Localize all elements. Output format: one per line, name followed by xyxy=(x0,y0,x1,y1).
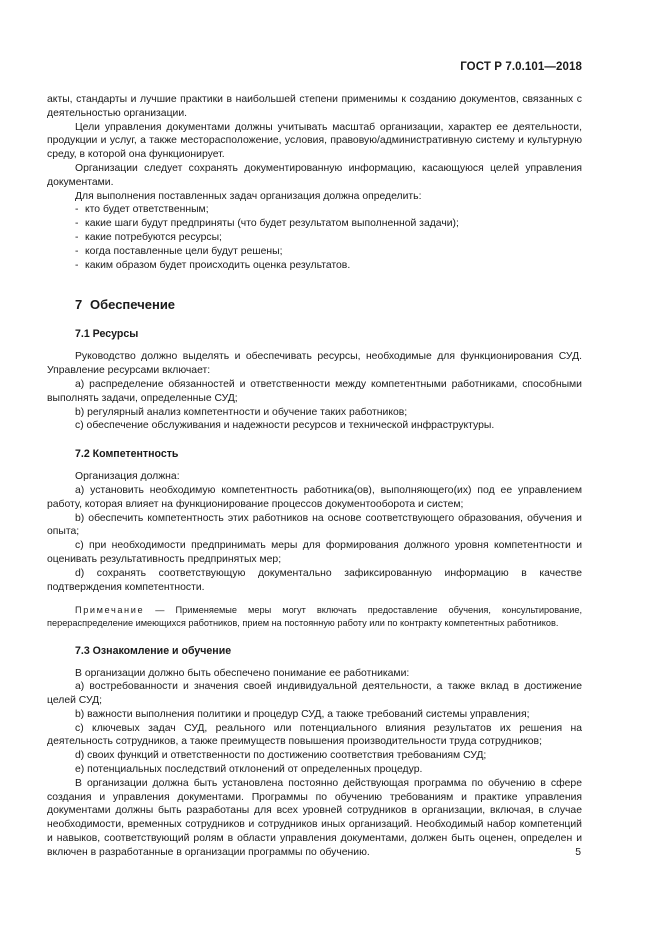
list-item-text: какие потребуются ресурсы; xyxy=(85,231,222,243)
subsection-heading-resources: 7.1 Ресурсы xyxy=(75,328,139,341)
list-item: b) регулярный анализ компетентности и обучение таких работников; xyxy=(75,406,408,418)
dash-marker: - xyxy=(75,245,79,257)
note-label: Примечание xyxy=(75,605,145,616)
subsection-heading-awareness-training: 7.3 Ознакомление и обучение xyxy=(75,644,232,657)
paragraph: Организация должна: xyxy=(75,471,180,483)
list-item: d) своих функций и ответственности по достижению соответствия требованиям СУД; xyxy=(75,750,487,762)
list-item xyxy=(47,259,582,273)
list-item xyxy=(47,203,582,217)
list-item-text: когда поставленные цели будут решены; xyxy=(85,245,283,257)
page-number: 5 xyxy=(575,847,581,858)
list-item: a) распределение обязанностей и ответственности между компетентными работниками, способными выполнять задачи, определенные СУД; xyxy=(47,378,582,404)
dash-marker: - xyxy=(75,231,79,243)
list-item-text: каким образом будет происходить оценка результатов. xyxy=(85,259,351,271)
list-item: a) востребованности и значения своей индивидуальной деятельности, а также вклад в достижение целей СУД; xyxy=(47,681,582,707)
list-item: e) потенциальных последствий отклонений от определенных процедур. xyxy=(75,764,423,776)
dash-marker: - xyxy=(75,204,79,216)
note xyxy=(47,604,582,629)
section-heading xyxy=(75,297,582,313)
document-id-header: ГОСТ Р 7.0.101—2018 xyxy=(460,61,582,73)
intro-paragraph-continuation: акты, стандарты и лучшие практики в наибольшей степени применимы к созданию документов, связанных с деятельностью организации. xyxy=(47,94,582,119)
list-item: c) обеспечение обслуживания и надежности ресурсов и технической инфраструктуры. xyxy=(75,420,495,432)
list-item-text: кто будет ответственным; xyxy=(85,204,209,216)
intro-paragraph: Для выполнения поставленных задач организация должна определить: xyxy=(75,190,422,202)
dash-marker: - xyxy=(75,218,79,230)
paragraph: В организации должно быть обеспечено понимание ее работниками: xyxy=(75,667,410,679)
list-item: d) сохранять соответствующую документально зафиксированную информацию в качестве подтверждения компетентности. xyxy=(47,567,582,593)
section-number: 7 xyxy=(75,297,83,313)
list-item: c) ключевых задач СУД, реального или потенциального влияния результатов их решения на деятельность сотрудников, а также преимуществ повышения производительности труда сотрудников; xyxy=(47,722,582,748)
intro-paragraph: Организации следует сохранять документированную информацию, касающуюся целей управления документами. xyxy=(47,162,582,188)
paragraph: В организации должна быть установлена постоянно действующая программа по обучению в сфере создания и управления документами. Программы по обучению требованиям и практике управления документами должны быть разработаны для всех уровней сотрудников в организации, включая, в случае необходимости, временных сотрудников и сотрудников иных организаций. Необходимый набор компетенций и навыков, соответствующий ролям в области управления документами, должен быть оценен, определен и включен в разработанные в организации программы по обучению. xyxy=(47,777,582,858)
subsection-heading-competence: 7.2 Компетентность xyxy=(75,448,179,461)
list-item xyxy=(47,231,582,245)
list-item xyxy=(47,217,582,231)
paragraph: Руководство должно выделять и обеспечивать ресурсы, необходимые для функционирования СУД. Управление ресурсами включает: xyxy=(47,351,582,377)
dash-marker: - xyxy=(75,259,79,271)
list-item-text: какие шаги будут предприняты (что будет результатом выполненной задачи); xyxy=(85,218,459,230)
intro-paragraph: Цели управления документами должны учитывать масштаб организации, характер ее деятельности, продукции и услуг, а также месторасположение, условия, правовую/административную систему и культурную среду, в которой она функционирует. xyxy=(47,121,582,161)
list-item xyxy=(47,245,582,259)
list-item: a) установить необходимую компетентность работника(ов), выполняющего(их) под ее управлением работу, которая влияет на функционирование процессов документооборота и систем; xyxy=(47,484,582,510)
section-title: Обеспечение xyxy=(90,297,176,313)
note-text: — Применяемые меры могут включать предоставление обучения, консультирование, перераспределение имеющихся работников, прием на постоянную работу или по контракту компетентных работников. xyxy=(47,605,582,628)
list-item: c) при необходимости предпринимать меры для формирования должного уровня компетентности и оценивать результативность предпринятых мер; xyxy=(47,540,582,565)
list-item: b) важности выполнения политики и процедур СУД, а также требований системы управления; xyxy=(75,708,530,720)
document-body xyxy=(47,93,582,860)
list-item: b) обеспечить компетентность этих работников на основе соответствующего образования, обучения и опыта; xyxy=(47,512,582,538)
